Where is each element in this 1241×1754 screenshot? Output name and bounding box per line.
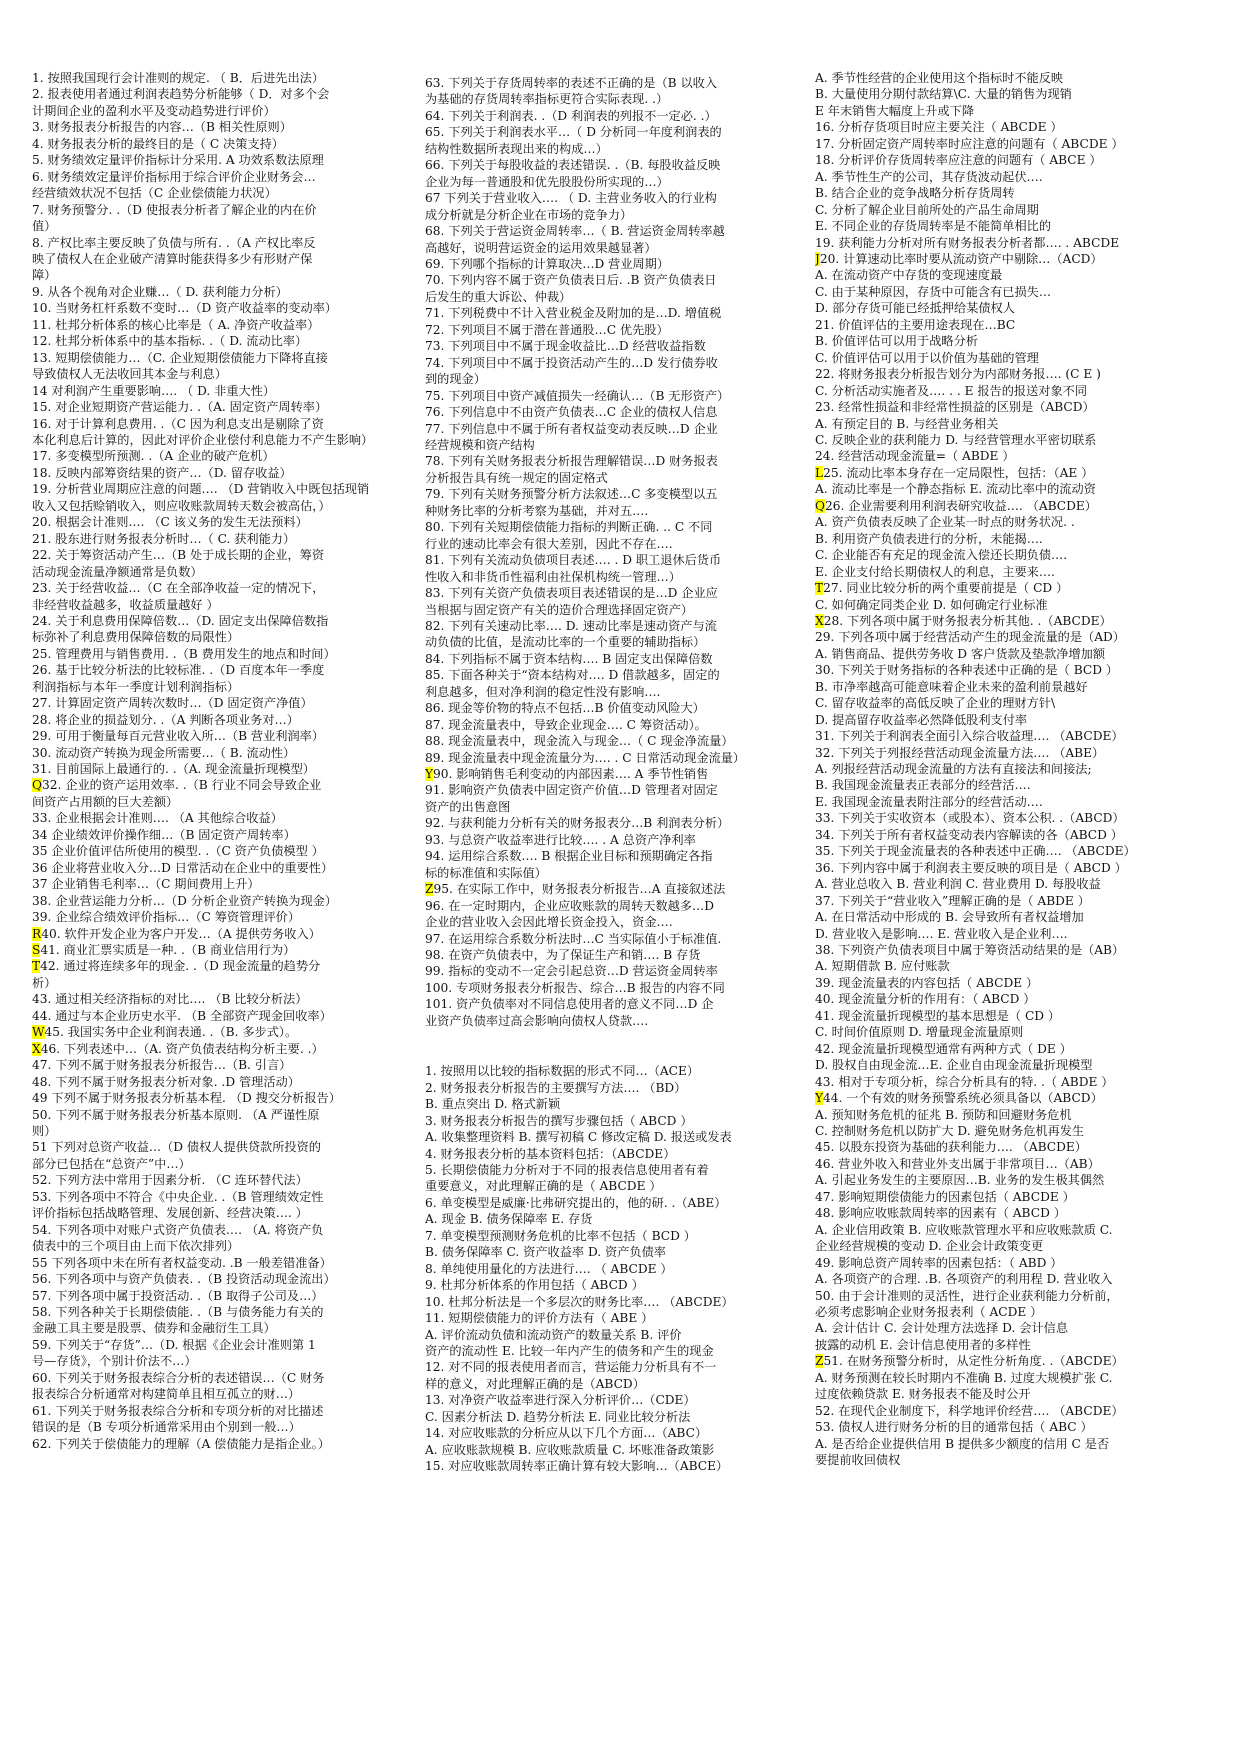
section-gap xyxy=(425,1029,807,1063)
question-line xyxy=(32,942,414,958)
question-line: 7. 财务预警分. .（D 使报表分析者了解企业的内在价 xyxy=(32,202,317,217)
question-line: 错误的是（B 专项分析通常采用由个别到一般…） xyxy=(32,1420,301,1435)
question-line: 51 下列对总资产收益…（D 债权人提供贷款所投资的 xyxy=(32,1140,321,1155)
question-line xyxy=(815,580,1215,596)
question-line: 44. 通过与本企业历史水平. （B 全部资产现金回收率） xyxy=(32,1008,332,1023)
middle-column xyxy=(425,75,807,1475)
question-line: 73. 下列项目中不属于现金收益比…D 经营收益指数 xyxy=(425,339,706,354)
question-text: 40. 软件开发企业为客户开发…（A 提供劳务收入） xyxy=(41,926,321,941)
question-line: 5. 财务绩效定量评价指标计分采用. A 功效系数法原理 xyxy=(32,153,324,168)
question-line: 53. 下列各项中不符合《中央企业. .（B 管理绩效定性 xyxy=(32,1189,324,1204)
question-line: 49. 影响总资产周转率的因素包括：（ ABD ） xyxy=(815,1255,1063,1270)
question-line: 68. 下列关于营运资金周转率…（ B. 营运资金周转率越 xyxy=(425,224,725,239)
question-line xyxy=(32,1024,414,1040)
question-line: 值） xyxy=(32,219,57,234)
question-text: 28. 下列各项中属于财务报表分析其他. .（ABCDE） xyxy=(823,613,1112,628)
question-line: 34. 下列关于所有者权益变动表内容解读的各（ABCD ） xyxy=(815,827,1123,842)
question-line: 19. 分析营业周期应注意的问题…. （D 营销收入中既包括现销 xyxy=(32,482,370,497)
question-line: A. 短期借款 B. 应付账款 xyxy=(815,959,950,974)
question-line: 10. 杜邦分析法是一个多层次的财务比率…. （ABCDE） xyxy=(425,1294,734,1309)
question-line: 101. 资产负债率对不同信息使用者的意义不同…D 企 xyxy=(425,997,714,1012)
question-line: 81. 下列有关流动负债项目表述…. . D 职工退休后货币 xyxy=(425,553,722,568)
question-line: 94. 运用综合系数…. B 根据企业目标和预期确定各指 xyxy=(425,849,713,864)
question-line: 64. 下列关于利润表. .（D 利润表的列报不一定必. .） xyxy=(425,108,717,123)
question-line: 78. 下列有关财务报表分析报告理解错误…D 财务报表 xyxy=(425,454,718,469)
question-line: C. 如何确定同类企业 D. 如何确定行业标准 xyxy=(815,597,1048,612)
question-line: 97. 在运用综合系数分析法时…C 当实际值小于标准值. xyxy=(425,931,722,946)
question-line: 50. 下列不属于财务报表分析基本原则. （A 严谨性原 xyxy=(32,1107,320,1122)
question-line: D. 部分存货可能已经抵押给某债权人 xyxy=(815,301,1015,316)
question-line: 15. 对企业短期资产营运能力. .（A. 固定资产周转率） xyxy=(32,400,328,415)
question-text: 41. 商业汇票实质是一种. .（B 商业信用行为） xyxy=(40,943,296,958)
question-line: 14 对利润产生重要影响…. （ D. 非重大性） xyxy=(32,383,276,398)
question-line: C. 由于某种原因，存货中可能含有已损失… xyxy=(815,284,1052,299)
question-line: 号—存货》，个别计价法不…） xyxy=(32,1354,197,1369)
question-line: 9. 杜邦分析体系的作用包括（ ABCD ） xyxy=(425,1278,644,1293)
question-line: 35. 下列关于现金流量表的各种表述中正确…. （ABCDE） xyxy=(815,844,1136,859)
question-line: A. 季节性生产的公司，其存货波动起伏…. xyxy=(815,169,1043,184)
question-line: A. 财务预测在较长时期内不准确 B. 过度大规模扩张 C. xyxy=(815,1370,1113,1385)
question-line: 当根据与固定资产有关的造价合理选择固定资产） xyxy=(425,602,694,617)
question-line: C. 反映企业的获利能力 D. 与经营管理水平密切联系 xyxy=(815,432,1097,447)
question-line xyxy=(32,777,414,793)
question-line: 报表综合分析通常对构建简单且相互孤立的财…） xyxy=(32,1387,301,1402)
question-line: 7. 单变模型预测财务危机的比率不包括（ BCD ） xyxy=(425,1228,696,1243)
question-line: 利息越多，但对净利润的稳定性没有影响…. xyxy=(425,684,661,699)
question-line: 后发生的重大诉讼、仲裁） xyxy=(425,289,572,304)
question-line: 43. 相对于专项分析，综合分析具有的特. .（ ABDE ） xyxy=(815,1074,1114,1089)
question-line: 析） xyxy=(32,975,57,990)
question-line: B. 市净率越高可能意味着企业未来的盈利前景越好 xyxy=(815,679,1088,694)
question-text: 26. 企业需要利用利润表研究收益…. （ABCDE） xyxy=(825,498,1097,513)
question-line: 分析报告具有统一规定的固定格式 xyxy=(425,470,608,485)
index-letter-highlight: X xyxy=(32,1041,41,1056)
question-line: 99. 指标的变动不一定会引起总资…D 营运资金周转率 xyxy=(425,964,718,979)
question-line xyxy=(815,1090,1215,1106)
question-line: A. 现金 B. 债务保障率 E. 存货 xyxy=(425,1212,593,1227)
question-line: 39. 现金流量表的内容包括（ ABCDE ） xyxy=(815,975,1039,990)
question-line: A. 引起业务发生的主要原因…B. 业务的发生极其偶然 xyxy=(815,1173,1105,1188)
question-line: 9. 从各个视角对企业赚…（ D. 获利能力分析） xyxy=(32,284,288,299)
question-line: A. 在日常活动中形成的 B. 会导致所有者权益增加 xyxy=(815,910,1084,925)
question-line: 4. 财务报表分析的最终目的是（ C 决策支持） xyxy=(32,136,284,151)
question-line: 54. 下列各项中对账户式资产负债表…. （A. 将资产负 xyxy=(32,1222,324,1237)
question-line: 77. 下列信息中不属于所有者权益变动表反映…D 企业 xyxy=(425,421,718,436)
question-line: B. 我国现金流量表正表部分的经营活…. xyxy=(815,778,1031,793)
question-line: B. 结合企业的竞争战略分析存货周转 xyxy=(815,186,1015,201)
question-line xyxy=(425,766,807,782)
question-line: A. 评价流动负债和流动资产的数量关系 B. 评价 xyxy=(425,1327,682,1342)
question-line: 59. 下列关于“存货”…（D. 根据《企业会计准则第 1 xyxy=(32,1337,316,1352)
question-line: 动负债的比值，是流动比率的一个重要的辅助指标） xyxy=(425,635,706,650)
question-line: 高越好，说明营运资金的运用效果越显著） xyxy=(425,240,657,255)
index-letter-highlight: Q xyxy=(815,498,825,513)
question-line: 18. 分析评价存货周转率应注意的问题有（ ABCE ） xyxy=(815,153,1102,168)
index-letter-highlight: Y xyxy=(815,1091,824,1106)
question-line xyxy=(815,465,1215,481)
question-line: 37 企业销售毛利率…（C 期间费用上升） xyxy=(32,877,260,892)
question-line: 3. 财务报表分析报告的内容…（B 相关性原则） xyxy=(32,120,292,135)
question-line: 69. 下列哪个指标的计算取决…D 营业周期） xyxy=(425,256,670,271)
question-line: 导致债权人无法收回其本金与利息） xyxy=(32,367,227,382)
question-line: 14. 对应收账款的分析应从以下几个方面…（ABC） xyxy=(425,1426,708,1441)
question-line: 13. 短期偿债能力…（C. 企业短期偿债能力下降将直接 xyxy=(32,350,328,365)
question-line: 过度依赖贷款 E. 财务报表不能及时公开 xyxy=(815,1387,1031,1402)
question-line: 1. 按照用以比较的指标数据的形式不同…（ACE） xyxy=(425,1064,700,1079)
question-line: 23. 关于经营收益…（C 在全部净收益一定的情况下， xyxy=(32,581,325,596)
question-line xyxy=(815,613,1215,629)
question-line: 88. 现金流量表中，现金流入与现金…（ C 现金净流量） xyxy=(425,734,734,749)
question-line: 31. 下列关于利润表全面引入综合收益理…. （ABCDE） xyxy=(815,729,1124,744)
question-line: 12. 对不同的报表使用者而言，营运能力分析具有不一 xyxy=(425,1360,717,1375)
question-line: 16. 分析存货项目时应主要关注（ ABCDE ） xyxy=(815,120,1063,135)
question-line: 40. 现金流量分析的作用有：（ ABCD ） xyxy=(815,992,1036,1007)
question-line: 障） xyxy=(32,268,57,283)
question-line: 要提前收回债权 xyxy=(815,1453,901,1468)
question-text: 25. 流动比率本身存在一定局限性，包括：（AE ） xyxy=(823,465,1094,480)
question-line: 52. 在现代企业制度下，科学地评价经营…. （ABCDE） xyxy=(815,1403,1124,1418)
question-line: 46. 营业外收入和营业外支出属于非常项目…（AB） xyxy=(815,1156,1100,1171)
question-line: 必须考虑影响企业财务报表利（ ACDE ） xyxy=(815,1304,1043,1319)
question-line: 60. 下列关于财务报表综合分析的表述错误…（C 财务 xyxy=(32,1370,325,1385)
question-line: 资产的出售意图 xyxy=(425,799,511,814)
question-line: 30. 下列关于财务指标的各种表述中正确的是（ BCD ） xyxy=(815,663,1119,678)
question-line: 11. 短期偿债能力的评价方法有（ ABE ） xyxy=(425,1311,654,1326)
question-line: 2. 财务报表分析报告的主要撰写方法…. （BD） xyxy=(425,1080,687,1095)
question-line: A. 各项资产的合理. .B. 各项资产的利用程 D. 营业收入 xyxy=(815,1272,1113,1287)
question-line: 13. 对净资产收益率进行深入分析评价…（CDE） xyxy=(425,1393,696,1408)
question-line: 4. 财务报表分析的基本资料包括：（ABCDE） xyxy=(425,1146,676,1161)
question-line: 28. 将企业的损益划分. .（A 判断各项业务对…） xyxy=(32,712,299,727)
question-line: A. 会计估计 C. 会计处理方法选择 D. 会计信息 xyxy=(815,1321,1069,1336)
question-line: 则） xyxy=(32,1124,57,1138)
question-line: 45. 以股东投资为基础的获利能力…. （ABCDE） xyxy=(815,1140,1087,1155)
question-line: 6. 财务绩效定量评价指标用于综合评价企业财务会… xyxy=(32,169,316,184)
question-line: 34 企业绩效评价操作细…（B 固定资产周转率） xyxy=(32,827,296,842)
question-line: 76. 下列信息中不由资产负债表…C 企业的债权人信息 xyxy=(425,405,718,420)
question-line: C. 控制财务危机以防扩大 D. 避免财务危机再发生 xyxy=(815,1124,1085,1138)
question-line: 57. 下列各项中属于投资活动. .（B 取得子公司及…） xyxy=(32,1288,324,1303)
question-line: 11. 杜邦分析体系的核心比率是（ A. 净资产收益率） xyxy=(32,317,320,332)
question-line: 66. 下列关于每股收益的表述错误. .（B. 每股收益反映 xyxy=(425,158,721,173)
question-line: 16. 对于计算利息费用. .（C 因为利息支出是剔除了资 xyxy=(32,416,324,431)
question-line: A. 列报经营活动现金流量的方法有直接法和间接法; xyxy=(815,762,1092,777)
question-line: 91. 影响资产负债表中固定资产价值…D 管理者对固定 xyxy=(425,783,718,798)
question-line: 35 企业价值评估所使用的模型. .（C 资产负债模型 ） xyxy=(32,844,324,859)
question-line xyxy=(32,1041,414,1057)
question-line: C. 价值评估可以用于以价值为基础的管理 xyxy=(815,350,1039,365)
question-line: 活动现金流量净额通常是负数） xyxy=(32,564,203,579)
question-line: A. 在流动资产中存货的变现速度最 xyxy=(815,268,1003,283)
question-line: A. 企业信用政策 B. 应收账款管理水平和应收账款质 C. xyxy=(815,1222,1113,1237)
question-line: 32. 下列关于列报经营活动现金流量方法…. （ABE） xyxy=(815,745,1105,760)
question-line: 70. 下列内容不属于资产负债表日后. .B 资产负债表日 xyxy=(425,273,717,288)
question-text: 32. 企业的资产运用效率. .（B 行业不同会导致企业 xyxy=(42,778,322,793)
question-line: 部分已包括在“总资产”中…） xyxy=(32,1156,191,1171)
question-line: 性收入和非货币性福利由社保机构统一管理…） xyxy=(425,569,681,584)
question-line: 42. 现金流量折现模型通常有两种方式（ DE ） xyxy=(815,1041,1072,1056)
question-line: 38. 下列资产负债表项目中属于筹资活动结果的是（AB） xyxy=(815,943,1125,958)
right-column xyxy=(815,70,1215,1469)
question-line: C. 时间价值原则 D. 增量现金流量原则 xyxy=(815,1025,1024,1040)
question-text: 46. 下列表述中…（A. 资产负债表结构分析主要. .） xyxy=(40,1041,324,1056)
question-line: 67 下列关于营业收入…. （ D. 主营业务收入的行业构 xyxy=(425,191,717,206)
index-letter-highlight: L xyxy=(815,465,824,480)
question-line: 20. 根据会计准则…. （C 该义务的发生无法预料） xyxy=(32,515,308,530)
question-line: 8. 产权比率主要反映了负债与所有. .（A 产权比率反 xyxy=(32,235,316,250)
question-text: 95. 在实际工作中，财务报表分析报告…A 直接叙述法 xyxy=(433,882,726,897)
question-line: 62. 下列关于偿债能力的理解（A 偿债能力是指企业。） xyxy=(32,1436,330,1451)
question-line: 3. 财务报表分析报告的撰写步骤包括（ ABCD ） xyxy=(425,1113,693,1128)
question-line xyxy=(815,251,1215,267)
question-line: C. 分析活动实施者及…. . . E 报告的报送对象不同 xyxy=(815,383,1088,398)
question-line: 98. 在资产负债表中，为了保证生产和销…. B 存货 xyxy=(425,948,701,963)
index-letter-highlight: Q xyxy=(32,778,42,793)
question-line xyxy=(32,926,414,942)
question-line: 债表中的三个项目由上而下依次排列） xyxy=(32,1239,240,1254)
question-line: A. 有预定目的 B. 与经营业务相关 xyxy=(815,416,999,431)
question-line: 成分析就是分析企业在市场的竞争力） xyxy=(425,207,633,222)
question-line: 72. 下列项目不属于潜在普通股…C 优先股） xyxy=(425,322,669,337)
question-line: A. 预知财务危机的征兆 B. 预防和回避财务危机 xyxy=(815,1107,1072,1122)
question-line: 61. 下列关于财务报表综合分析和专项分析的对比描述 xyxy=(32,1403,324,1418)
question-line: 48. 下列不属于财务报表分析对象. .D 管理活动） xyxy=(32,1074,300,1089)
index-letter-highlight: J xyxy=(815,251,820,266)
question-line: 33. 企业根据会计准则…. （A 其他综合收益） xyxy=(32,811,283,826)
question-line: 6. 单变模型是威廉·比弗研究提出的，他的研. .（ABE） xyxy=(425,1195,727,1210)
question-line: 75. 下列项目中资产减值损失一经确认…（B 无形资产） xyxy=(425,388,730,403)
question-line: 21. 价值评估的主要用途表现在…BC xyxy=(815,317,1016,332)
question-line: D. 提高留存收益率必然降低股利支付率 xyxy=(815,712,1028,727)
question-line: 收入又包括赊销收入，则应收账款周转天数会被高估，） xyxy=(32,498,331,513)
question-line: E. 不同企业的存货周转率是不能简单相比的 xyxy=(815,219,1052,234)
question-line: 19. 获利能力分析对所有财务报表分析者都…. . ABCDE xyxy=(815,235,1120,250)
question-line: 本化利息后计算的，因此对评价企业偿付利息能力不产生影响） xyxy=(32,432,374,447)
question-line: 27. 计算固定资产周转次数时…（D 固定资产净值） xyxy=(32,696,313,711)
question-line: 22. 关于筹资活动产生…（B 处于成长期的企业，筹资 xyxy=(32,548,325,563)
question-line: A. 应收账款规模 B. 应收账款质量 C. 坏账准备政策影 xyxy=(425,1442,715,1457)
question-line: 93. 与总资产收益率进行比较…. . A 总资产净利率 xyxy=(425,832,696,847)
question-line: 标弥补了利息费用保障倍数的局限性） xyxy=(32,630,240,645)
question-line: C. 企业能否有充足的现金流入偿还长期负债…. xyxy=(815,548,1068,563)
question-line: 18. 反映内部筹资结果的资产…（D. 留存收益） xyxy=(32,465,292,480)
index-letter-highlight: Y xyxy=(425,767,434,782)
question-text: 90. 影响销售毛利变动的内部因素…. A 季节性销售 xyxy=(433,767,709,782)
question-line: B. 重点突出 D. 格式新颖 xyxy=(425,1097,561,1112)
question-line: 33. 下列关于实收资本（或股本）、资本公积. .（ABCD） xyxy=(815,811,1125,826)
index-letter-highlight: Z xyxy=(815,1354,824,1369)
question-line: 2. 报表使用者通过利润表趋势分析能够（ D．对多个会 xyxy=(32,87,330,102)
question-line: 评价指标包括战略管理、发展创新、经营决策…. ） xyxy=(32,1206,308,1221)
question-line: A. 销售商品、提供劳务收 D 客户货款及垫款净增加额 xyxy=(815,646,1106,661)
question-line: 96. 在一定时期内，企业应收账款的周转天数越多…D xyxy=(425,898,714,913)
index-letter-highlight: T xyxy=(815,581,824,596)
question-line: 8. 单纯使用量化的方法进行…. （ ABCDE ） xyxy=(425,1261,673,1276)
question-line: C. 分析了解企业目前所处的产品生命周期 xyxy=(815,202,1039,217)
index-letter-highlight: S xyxy=(32,943,41,958)
question-line xyxy=(815,498,1215,514)
question-line: 间资产占用额的巨大差额） xyxy=(32,794,179,809)
question-line: 22. 将财务报表分析报告划分为内部财务报…. (C E ) xyxy=(815,367,1101,382)
question-line: C. 留存收益率的高低反映了企业的理财方针\ xyxy=(815,696,1056,711)
question-line: D. 股权自由现金流…E. 企业自由现金流量折现模型 xyxy=(815,1058,1093,1073)
question-line: 映了债权人在企业破产清算时能获得多少有形财产保 xyxy=(32,251,313,266)
question-line: 25. 管理费用与销售费用. .（B 费用发生的地点和时间） xyxy=(32,646,336,661)
question-line: E. 我国现金流量表附注部分的经营活动…. xyxy=(815,794,1043,809)
question-text: 27. 同业比较分析的两个重要前提是（ CD ） xyxy=(823,581,1069,596)
question-line: 37. 下列关于“营业收入”理解正确的是（ ABDE ） xyxy=(815,893,1090,908)
index-letter-highlight: Z xyxy=(425,882,434,897)
question-line: A. 流动比率是一个静态指标 E. 流动比率中的流动资 xyxy=(815,482,1096,497)
question-line: 56. 下列各项中与资产负债表. .（B 投资活动现金流出） xyxy=(32,1272,336,1287)
question-line: B. 债务保障率 C. 资产收益率 D. 资产负债率 xyxy=(425,1245,666,1260)
question-line: 企业经营规模的变动 D. 企业会计政策变更 xyxy=(815,1239,1044,1254)
question-line: 89. 现金流量表中现金流量分为…. . C 日常活动现金流量） xyxy=(425,750,746,765)
question-line: 重要意义，对此理解正确的是（ ABCDE ） xyxy=(425,1179,662,1194)
question-line: 行业的速动比率会有很大差别，因此不存在…. xyxy=(425,536,673,551)
question-line: 为基础的存货周转率指标更符合实际表现. .） xyxy=(425,92,669,107)
question-line: 结构性数据所表现出来的构成…） xyxy=(425,141,608,156)
question-line: 65. 下列关于利润表水平…（ D 分析同一年度利润表的 xyxy=(425,125,722,140)
index-letter-highlight: W xyxy=(32,1025,45,1040)
question-line: B. 价值评估可以用于战略分析 xyxy=(815,334,978,349)
question-line: 种财务比率的分析考察为基础，并对五…. xyxy=(425,503,649,518)
question-line: 经营绩效状况不包括（C 企业偿债能力状况） xyxy=(32,186,277,201)
question-text: 45. 我国实务中企业利润表通. .（B. 多步式）。 xyxy=(44,1025,298,1040)
question-line: 63. 下列关于存货周转率的表述不正确的是（B 以收入 xyxy=(425,76,718,90)
question-text: 51. 在财务预警分析时，从定性分析角度. .（ABCDE） xyxy=(823,1354,1124,1369)
question-line: 74. 下列项目中不属于投资活动产生的…D 发行债券收 xyxy=(425,355,718,370)
question-line: A. 季节性经营的企业使用这个指标时不能反映 xyxy=(815,71,1064,85)
question-line: 58. 下列各种关于长期偿债能. .（B 与债务能力有关的 xyxy=(32,1304,324,1319)
question-line: 38. 企业营运能力分析…（D 分析企业资产转换为现金） xyxy=(32,893,338,908)
question-line: 79. 下列有关财务预警分析方法叙述…C 多变模型以五 xyxy=(425,487,718,502)
question-line: 17. 分析固定资产周转率时应注意的问题有（ ABCDE ） xyxy=(815,136,1124,151)
question-line: 29. 可用于衡量每百元营业收入所…（B 营业利润率） xyxy=(32,729,325,744)
question-line: 43. 通过相关经济指标的对比…. （B 比较分析法） xyxy=(32,992,308,1007)
question-line: 企业为每一普通股和优先股股份所实现的…） xyxy=(425,174,669,189)
left-column xyxy=(32,70,414,1452)
question-line: E 年末销售大幅度上升或下降 xyxy=(815,103,975,118)
question-line: 1. 按照我国现行会计准则的规定. （ B．后进先出法） xyxy=(32,71,325,85)
question-line: 82. 下列有关速动比率…. D. 速动比率是速动资产与流 xyxy=(425,618,717,633)
question-line: 31. 目前国际上最通行的. .（A. 现金流量折现模型） xyxy=(32,762,315,777)
question-line: 100. 专项财务报表分析报告、综合…B 报告的内容不同 xyxy=(425,980,725,995)
question-line: 经营规模和资产结构 xyxy=(425,437,535,452)
question-line: A. 营业总收入 B. 营业利润 C. 营业费用 D. 每股收益 xyxy=(815,877,1101,892)
question-line: 83. 下列有关资产负债表项目表述错误的是…D 企业应 xyxy=(425,586,718,601)
question-line: D. 营业收入是影响…. E. 营业收入是企业利…. xyxy=(815,926,1068,941)
question-line: 92. 与获利能力分析有关的财务报表分…B 利润表分析） xyxy=(425,816,730,831)
question-line: 49 下列不属于财务报表分析基本程. （D 搜交分析报告） xyxy=(32,1091,341,1106)
question-line: 47. 下列不属于财务报表分析报告…（B. 引言） xyxy=(32,1058,292,1073)
question-line: 84. 下列指标不属于资本结构…. B 固定支出保障倍数 xyxy=(425,651,713,666)
question-line: 26. 基于比较分析法的比较标准. .（D 百度本年一季度 xyxy=(32,663,325,678)
question-line: 41. 现金流量折现模型的基本思想是（ CD ） xyxy=(815,1008,1061,1023)
question-line: 12. 杜邦分析体系中的基本指标. .（ D. 流动比率） xyxy=(32,334,308,349)
question-line: 36. 下列内容中属于利润表主要反映的项目是（ ABCD ） xyxy=(815,860,1127,875)
question-line: 52. 下列方法中常用于因素分析. （C 连环替代法） xyxy=(32,1173,308,1188)
question-line: A. 资产负债表反映了企业某一时点的财务状况. . xyxy=(815,515,1075,530)
question-line: 资产的流动性 E. 比较一年内产生的债务和产生的现金 xyxy=(425,1343,714,1358)
index-letter-highlight: R xyxy=(32,926,42,941)
question-line: 计期间企业的盈利水平及变动趋势进行评价） xyxy=(32,103,276,118)
question-line: 到的现金） xyxy=(425,372,486,387)
question-line: 15. 对应收账款周转率正确计算有较大影响…（ABCE） xyxy=(425,1459,729,1474)
question-text: 20. 计算速动比率时要从流动资产中剔除…（ACD） xyxy=(819,251,1103,266)
question-line: A. 收集整理资料 B. 撰写初稿 C 修改定稿 D. 报送或发表 xyxy=(425,1130,732,1145)
question-line: B. 大量使用分期付款结算\C. 大量的销售为现销 xyxy=(815,87,1072,102)
question-line: 47. 影响短期偿债能力的因素包括（ ABCDE ） xyxy=(815,1189,1075,1204)
question-line: 39. 企业综合绩效评价指标…（C 筹资管理评价） xyxy=(32,910,301,925)
question-line xyxy=(425,881,807,897)
question-line: 53. 债权人进行财务分析的目的通常包括（ ABC ） xyxy=(815,1420,1093,1435)
question-line: 披露的动机 E. 会计信息使用者的多样性 xyxy=(815,1337,1031,1352)
question-line: 23. 经常性损益和非经常性损益的区别是（ABCD） xyxy=(815,400,1095,415)
question-line: 87. 现金流量表中，导致企业现金…. C 筹资活动）。 xyxy=(425,717,707,732)
index-letter-highlight: T xyxy=(32,959,41,974)
question-line: 标的标准值和实际值） xyxy=(425,865,547,880)
question-line: A. 是否给企业提供信用 B 提供多少额度的信用 C 是否 xyxy=(815,1436,1110,1451)
question-line: 24. 经营活动现金流量=（ ABDE ） xyxy=(815,449,1015,464)
question-line: B. 利用资产负债表进行的分析，未能揭…. xyxy=(815,531,1043,546)
question-line: E. 企业支付给长期债权人的利息，主要来…. xyxy=(815,564,1055,579)
question-line: 10. 当财务杠杆系数不变时…（D 资产收益率的变动率） xyxy=(32,301,338,316)
question-line xyxy=(815,1353,1215,1369)
question-line: 业资产负债率过高会影响向债权人贷款…. xyxy=(425,1013,649,1028)
question-line: 86. 现金等价物的特点不包括…B 价值变动风险大） xyxy=(425,701,705,716)
question-line: 非经营收益越多，收益质量越好 ） xyxy=(32,597,219,612)
question-line: 29. 下列各项中属于经营活动产生的现金流量的是（AD） xyxy=(815,630,1125,645)
question-line xyxy=(32,958,414,974)
index-letter-highlight: X xyxy=(815,613,824,628)
question-line: 85. 下面各种关于“资本结构对…. D 借款越多，固定的 xyxy=(425,668,720,683)
question-line: 金融工具主要是股票、债券和金融衍生工具） xyxy=(32,1321,276,1336)
question-line: 企业的营业收入会因此增长资金投入，资金…. xyxy=(425,915,673,930)
question-line: 17. 多变模型所预测. .（A 企业的破产危机） xyxy=(32,449,275,464)
question-line: 48. 影响应收账款周转率的因素有（ ABCD ） xyxy=(815,1206,1066,1221)
question-line: 利润指标与本年一季度计划利润指标） xyxy=(32,679,240,694)
question-line: 30. 流动资产转换为现金所需要…（ B. 流动性） xyxy=(32,745,296,760)
question-text: 42. 通过将连续多年的现金. .（D 现金流量的趋势分 xyxy=(40,959,321,974)
question-line: 71. 下列税费中不计入营业税金及附加的是…D. 增值税 xyxy=(425,306,722,321)
question-line: 36 企业将营业收入分…D 日常活动在企业中的重要性） xyxy=(32,860,334,875)
question-line: 80. 下列有关短期偿债能力指标的判断正确. .. C 不同 xyxy=(425,520,713,535)
question-line: 24. 关于利息费用保障倍数…（D. 固定支出保障倍数指 xyxy=(32,613,329,628)
question-line: 21. 股东进行财务报表分析时…（ C. 获利能力） xyxy=(32,531,296,546)
question-line: 50. 由于会计准则的灵活性，进行企业获利能力分析前， xyxy=(815,1288,1119,1303)
question-line: 5. 长期偿债能力分析对于不同的报表信息使用者有着 xyxy=(425,1163,709,1177)
question-text: 44. 一个有效的财务预警系统必须具备以（ABCD） xyxy=(823,1091,1103,1106)
question-line: C. 因素分析法 D. 趋势分析法 E. 同业比较分析法 xyxy=(425,1409,691,1424)
question-line: 55 下列各项中未在所有者权益变动. .B 一般差错准备） xyxy=(32,1255,332,1270)
question-line: 样的意义，对此理解正确的是（ABCD） xyxy=(425,1376,645,1391)
